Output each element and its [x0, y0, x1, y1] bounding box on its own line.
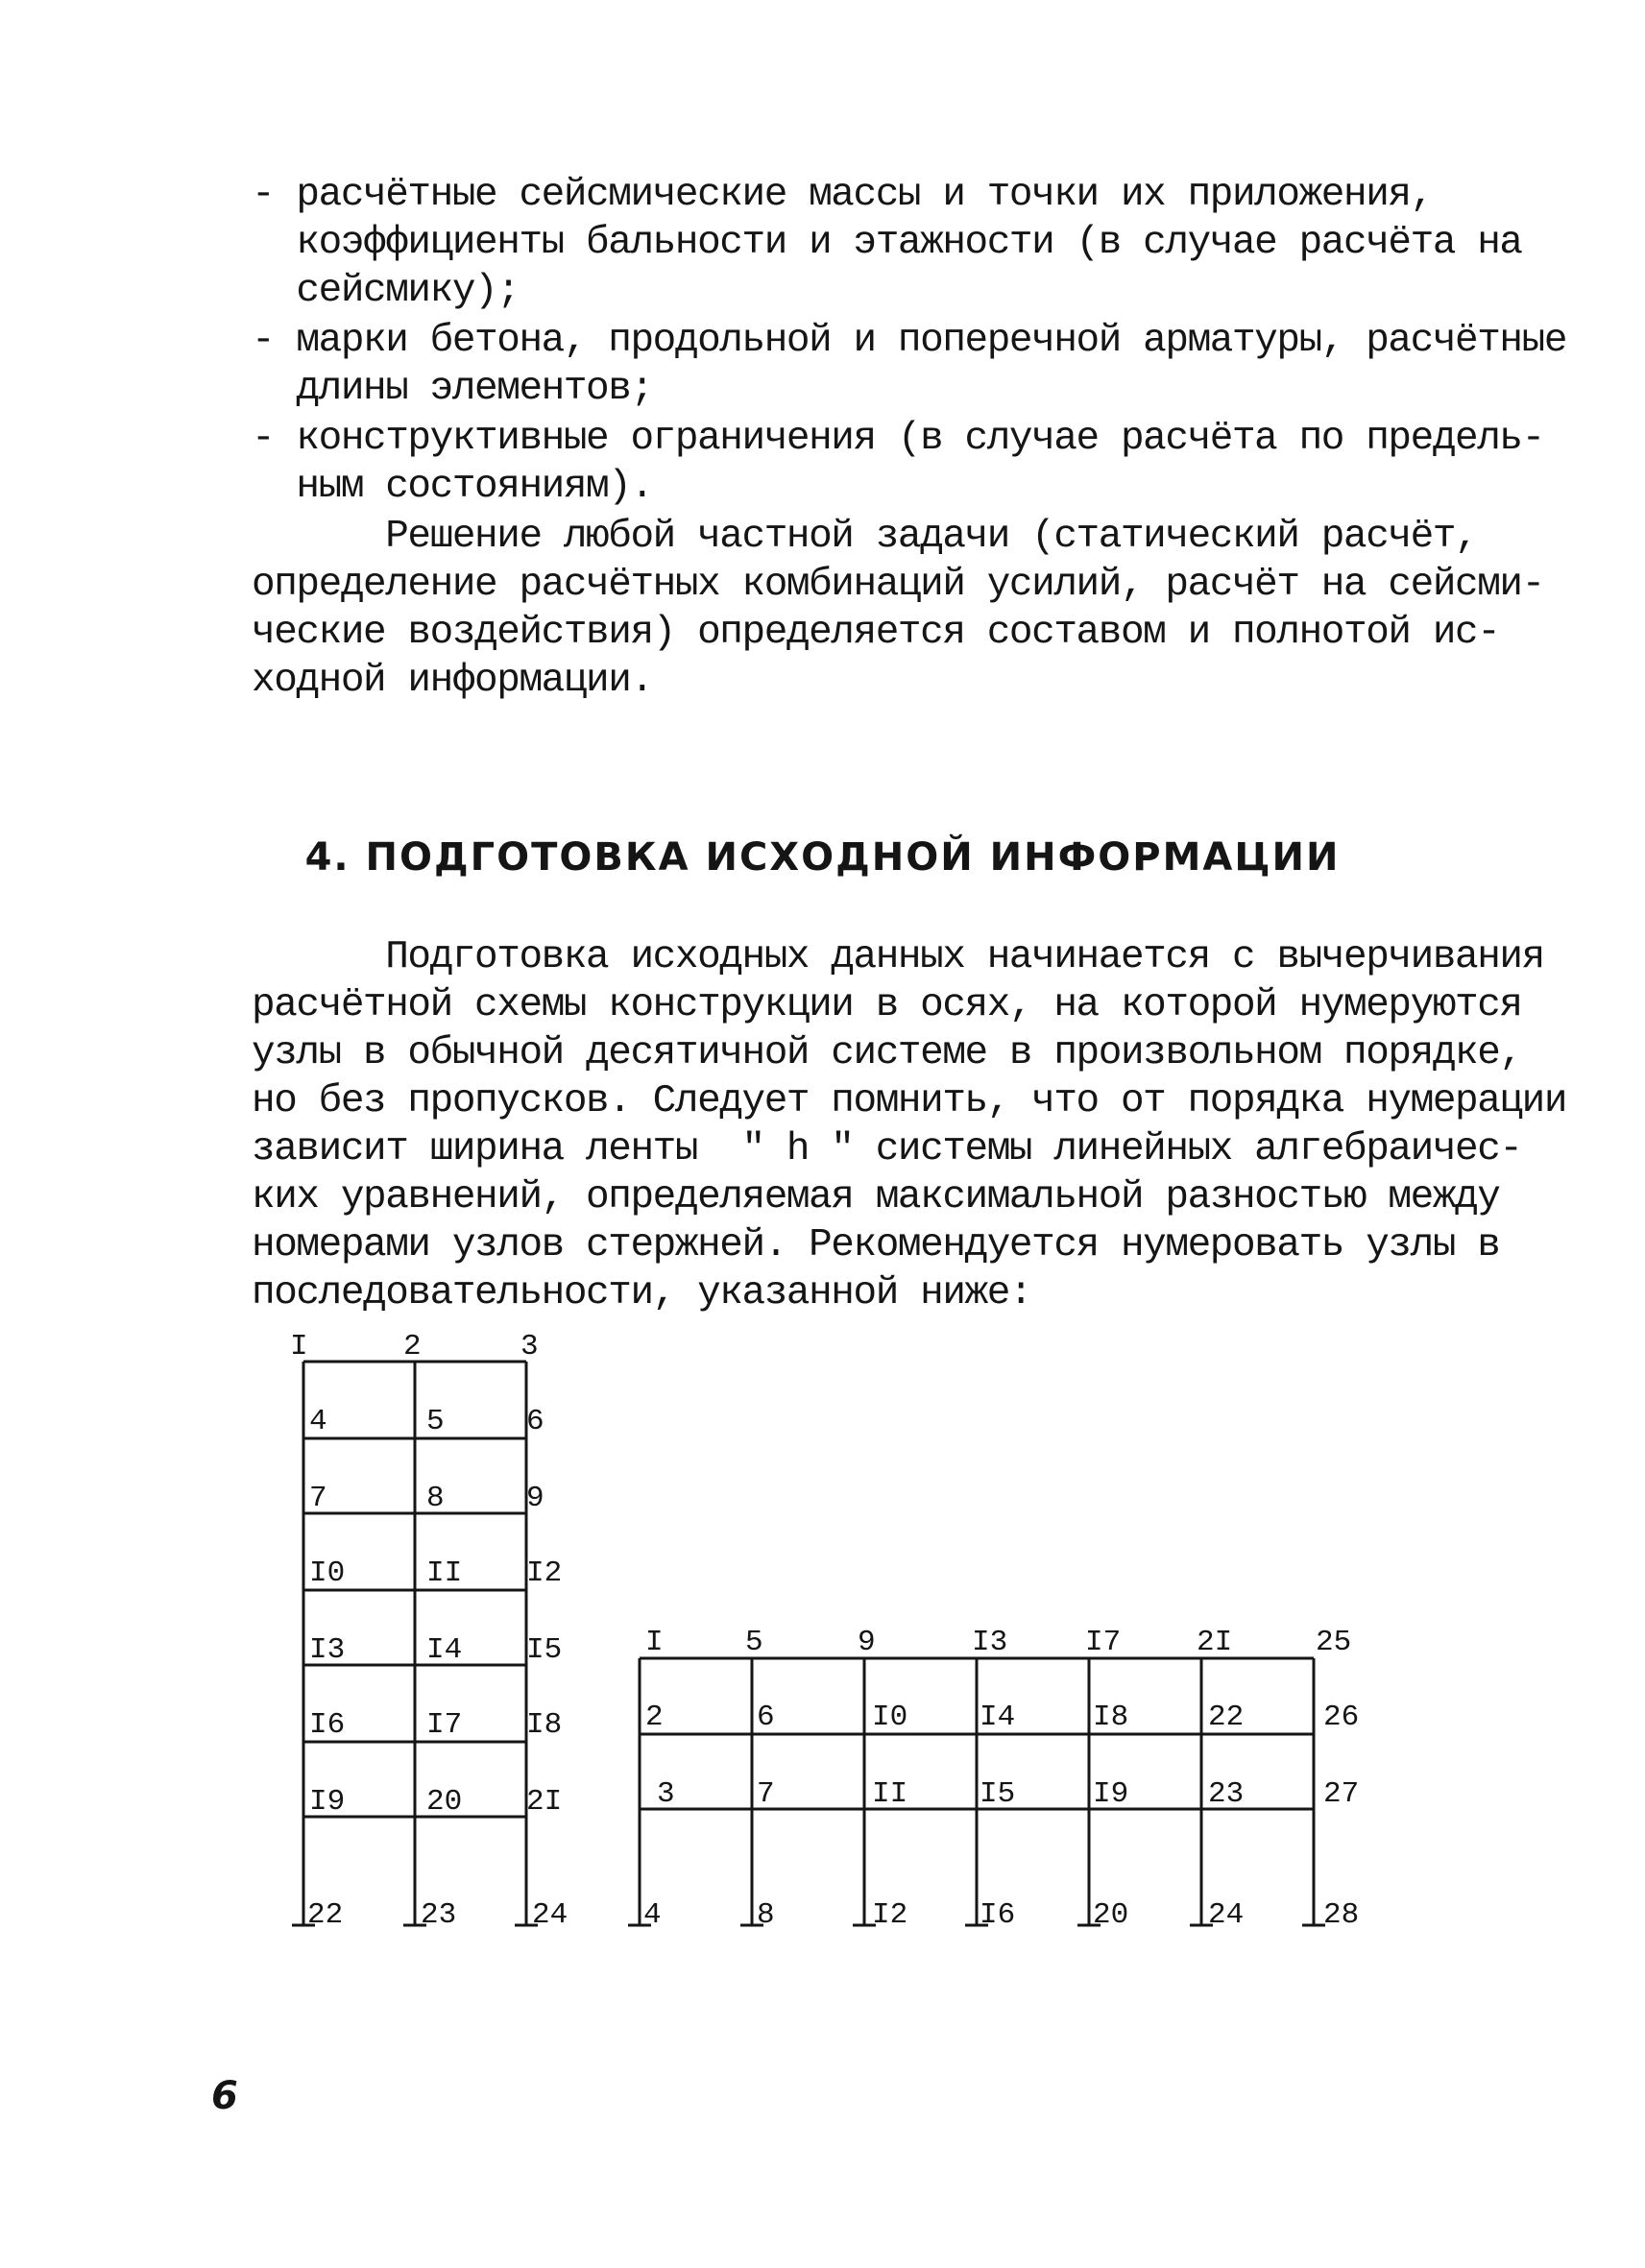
node-label: II: [426, 1556, 463, 1590]
paragraph-2-line: узлы в обычной десятичной системе в произвольном порядке,: [252, 1031, 1522, 1075]
node-label: 20: [1093, 1898, 1129, 1932]
node-label: I7: [1085, 1626, 1122, 1659]
node-label: 28: [1323, 1898, 1360, 1932]
paragraph-1-line: ческие воздействия) определяется составом и полнотой ис-: [252, 611, 1500, 655]
node-label: 27: [1323, 1777, 1360, 1811]
paragraph-2-line: ких уравнений, определяемая максимальной разностью между: [252, 1175, 1500, 1219]
node-label: I8: [1093, 1701, 1129, 1734]
node-label: I7: [426, 1708, 463, 1742]
node-label: I4: [980, 1701, 1016, 1734]
node-label: 22: [1208, 1701, 1245, 1734]
node-label: I4: [426, 1633, 463, 1667]
node-label: 3: [520, 1330, 539, 1363]
node-label: 8: [426, 1482, 445, 1515]
section-heading: 4. ПОДГОТОВКА ИСХОДНОЙ ИНФОРМАЦИИ: [304, 835, 1341, 880]
node-label: I: [645, 1626, 664, 1659]
bullet-1-line-1: - расчётные сейсмические массы и точки их приложения,: [252, 173, 1433, 217]
node-label: 24: [1208, 1898, 1245, 1932]
node-label: 4: [309, 1405, 327, 1438]
bullet-3-line-1: - конструктивные ограничения (в случае расчёта по предель-: [252, 417, 1544, 461]
node-label: 3: [657, 1777, 675, 1811]
node-label: 9: [858, 1626, 876, 1659]
paragraph-2-line: но без пропусков. Следует помнить, что от порядка нумерации: [252, 1079, 1567, 1123]
paragraph-2-line: зависит ширина ленты " h " системы линейных алгебраичес-: [252, 1127, 1522, 1171]
node-label: I8: [526, 1708, 563, 1742]
node-label: I3: [972, 1626, 1008, 1659]
node-label: 6: [757, 1701, 775, 1734]
paragraph-2-line: номерами узлов стержней. Рекомендуется нумеровать узлы в: [252, 1223, 1500, 1267]
node-label: 4: [643, 1898, 662, 1932]
node-label: 7: [309, 1482, 327, 1515]
node-label: I2: [526, 1556, 563, 1590]
node-label: I2: [872, 1898, 908, 1932]
node-label: 23: [421, 1898, 457, 1932]
node-label: 2I: [526, 1785, 563, 1819]
node-label: 2: [645, 1701, 664, 1734]
node-label: 2: [403, 1330, 422, 1363]
node-label: I5: [526, 1633, 563, 1667]
paragraph-2-line: расчётной схемы конструкции в осях, на которой нумеруются: [252, 983, 1522, 1027]
bullet-2-line-1: - марки бетона, продольной и поперечной арматуры, расчётные: [252, 319, 1567, 363]
node-label: I: [290, 1330, 308, 1363]
node-label: 23: [1208, 1777, 1245, 1811]
node-label: 6: [526, 1405, 544, 1438]
node-label: I5: [980, 1777, 1016, 1811]
bullet-3-line-2: ным состояниям).: [252, 465, 653, 509]
page-number: 6: [211, 2074, 238, 2118]
node-label: I0: [872, 1701, 908, 1734]
node-label: II: [872, 1777, 908, 1811]
node-label: 5: [426, 1405, 445, 1438]
node-label: 24: [532, 1898, 568, 1932]
node-label: 7: [757, 1777, 775, 1811]
paragraph-1-line: ходной информации.: [252, 659, 653, 703]
paragraph-2-line: Подготовка исходных данных начинается с вычерчивания: [252, 935, 1544, 979]
node-label: 20: [426, 1785, 463, 1819]
node-label: 2I: [1197, 1626, 1233, 1659]
paragraph-1-line: определение расчётных комбинаций усилий, расчёт на сейсми-: [252, 563, 1544, 607]
bullet-1-line-2: коэффициенты бальности и этажности (в случае расчёта на: [252, 221, 1522, 265]
node-label: 8: [757, 1898, 775, 1932]
node-label: I3: [309, 1633, 346, 1667]
node-label: 5: [745, 1626, 763, 1659]
node-label: I6: [309, 1708, 346, 1742]
node-label: 25: [1316, 1626, 1352, 1659]
bullet-1-line-3: сейсмику);: [252, 269, 520, 313]
node-label: 9: [526, 1482, 544, 1515]
paragraph-1-line: Решение любой частной задачи (статический расчёт,: [252, 515, 1478, 559]
node-label: I0: [309, 1556, 346, 1590]
node-label: I9: [309, 1785, 346, 1819]
node-label: I6: [980, 1898, 1016, 1932]
node-label: 22: [307, 1898, 344, 1932]
node-label: 26: [1323, 1701, 1360, 1734]
paragraph-2-line: последовательности, указанной ниже:: [252, 1271, 1032, 1315]
node-label: I9: [1093, 1777, 1129, 1811]
bullet-2-line-2: длины элементов;: [252, 367, 653, 411]
